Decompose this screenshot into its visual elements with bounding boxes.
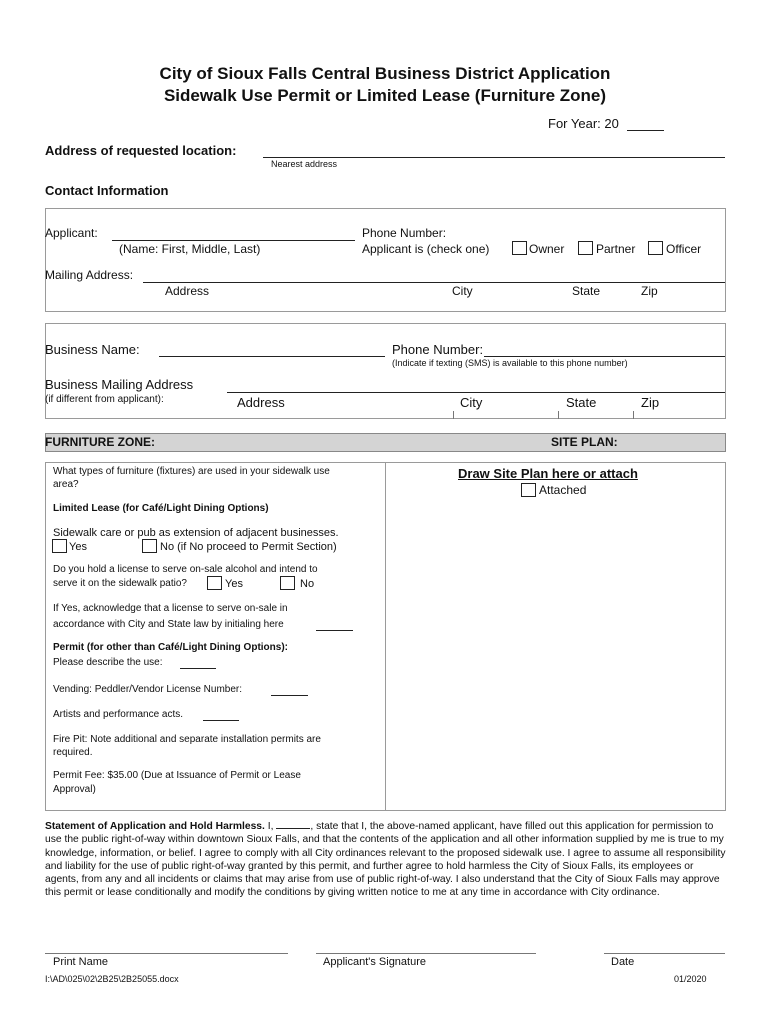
date-line[interactable] <box>604 953 725 954</box>
alcohol-question: Do you hold a license to serve on-sale alcohol and intend to <box>53 564 318 575</box>
business-mailing-label: Business Mailing Address <box>45 377 194 392</box>
field-divider <box>453 411 454 419</box>
form-title-line2: Sidewalk Use Permit or Limited Lease (Furniture Zone) <box>163 86 607 105</box>
statement-lead: I, <box>264 821 277 832</box>
artists-field[interactable] <box>203 720 239 721</box>
statement-heading: Statement of Application and Hold Harmless. <box>45 821 265 832</box>
address-location-field[interactable] <box>263 157 725 158</box>
vending-license-field[interactable] <box>271 695 308 696</box>
alcohol-yes-checkbox[interactable] <box>207 576 222 590</box>
business-phone-label: Phone Number: <box>392 342 484 357</box>
statement-name-field[interactable] <box>276 820 310 829</box>
business-phone-field[interactable] <box>484 356 725 357</box>
furniture-types-question-cont: area? <box>53 479 79 490</box>
business-city-hint: City <box>460 395 483 410</box>
sidewalk-care-yes-label: Yes <box>69 541 87 553</box>
vending-label: Vending: Peddler/Vendor License Number: <box>53 684 243 695</box>
phone-label: Phone Number: <box>362 226 447 240</box>
owner-checkbox[interactable] <box>512 241 527 255</box>
alcohol-yes-label: Yes <box>225 578 243 590</box>
limited-lease-heading: Limited Lease (for Café/Light Dining Options) <box>53 503 269 514</box>
attached-label: Attached <box>539 483 587 497</box>
permit-heading: Permit (for other than Café/Light Dining Options): <box>53 642 288 653</box>
field-divider <box>633 411 634 419</box>
site-plan-box[interactable] <box>385 462 726 811</box>
print-name-label: Print Name <box>53 956 109 968</box>
mailing-city-hint: City <box>452 284 473 298</box>
attached-checkbox[interactable] <box>521 483 536 497</box>
date-label: Date <box>611 956 635 968</box>
mailing-address-field[interactable] <box>143 282 725 283</box>
sidewalk-care-no-label: No (if No proceed to Permit Section) <box>160 541 337 553</box>
business-address-hint: Address <box>237 395 285 410</box>
sms-hint: (Indicate if texting (SMS) is available to this phone number) <box>392 358 628 368</box>
furniture-types-question: What types of furniture (fixtures) are used in your sidewalk use <box>53 466 330 477</box>
mailing-zip-hint: Zip <box>641 284 658 298</box>
statement-body: , state that I, the above-named applicant, have filled out this application for permission to use the public right-of-way within downtown Sioux Falls, and that the contents of the application and all other information supplied by me is true to my knowledge, information, or belief. I agree to comply with all City ordinances relevant to the proposed sidewalk use. I agree to assume all responsibility and liability for the use of public right-of-way granted by this permit, and further agree to hold harmless the City of Sioux Falls, its employees or agents, from any and all incidents or claims that may arise from use of public right-of-way. I also understand that the City of Sioux Falls may approve this permit or lease conditionally and modify the conditions by giving written notice to me at any time in accordance with City ordinance. <box>45 821 726 899</box>
form-version: 01/2020 <box>674 974 707 984</box>
permit-fee-text: Permit Fee: $35.00 (Due at Issuance of Permit or Lease <box>53 770 301 781</box>
alcohol-no-label: No <box>300 578 315 590</box>
sidewalk-care-yes-checkbox[interactable] <box>52 539 67 553</box>
describe-use-field[interactable] <box>180 668 216 669</box>
business-zip-hint: Zip <box>641 395 660 410</box>
field-divider <box>558 411 559 419</box>
owner-label: Owner <box>529 242 565 256</box>
mailing-state-hint: State <box>572 284 601 298</box>
acknowledge-text: If Yes, acknowledge that a license to serve on-sale in <box>53 603 288 614</box>
contact-box <box>45 208 726 312</box>
form-title-line1: City of Sioux Falls Central Business District Application <box>159 64 611 83</box>
for-year-field[interactable] <box>627 130 664 131</box>
print-name-line[interactable] <box>45 953 288 954</box>
partner-checkbox[interactable] <box>578 241 593 255</box>
alcohol-question-cont: serve it on the sidewalk patio? <box>53 578 187 589</box>
signature-label: Applicant's Signature <box>323 956 426 968</box>
partner-label: Partner <box>596 242 636 256</box>
name-hint: (Name: First, Middle, Last) <box>119 242 261 256</box>
for-year-label: For Year: 20 <box>548 116 619 131</box>
business-name-field[interactable] <box>159 356 385 357</box>
fire-pit-note-cont: required. <box>53 747 93 758</box>
officer-label: Officer <box>666 242 702 256</box>
mailing-address-hint: Address <box>165 284 210 298</box>
contact-heading: Contact Information <box>45 183 169 198</box>
applicant-label: Applicant: <box>45 226 98 240</box>
artists-label: Artists and performance acts. <box>53 709 184 720</box>
officer-checkbox[interactable] <box>648 241 663 255</box>
furniture-zone-box <box>45 462 386 811</box>
mailing-address-label: Mailing Address: <box>45 268 134 282</box>
site-plan-heading: SITE PLAN: <box>551 435 618 449</box>
business-mailing-field[interactable] <box>227 392 725 393</box>
initials-field[interactable] <box>316 630 353 631</box>
describe-use-label: Please describe the use: <box>53 657 163 668</box>
applicant-name-field[interactable] <box>112 240 355 241</box>
sidewalk-care-question: Sidewalk care or pub as extension of adjacent businesses. <box>53 527 339 539</box>
statement-paragraph <box>45 820 726 900</box>
nearest-address-hint: Nearest address <box>271 159 338 169</box>
business-name-label: Business Name: <box>45 342 140 357</box>
signature-line[interactable] <box>316 953 536 954</box>
business-state-hint: State <box>566 395 597 410</box>
draw-site-plan-label: Draw Site Plan here or attach <box>458 466 638 481</box>
acknowledge-text-cont: accordance with City and State law by initialing here <box>53 619 284 630</box>
furniture-zone-heading: FURNITURE ZONE: <box>45 435 155 449</box>
permit-fee-text-cont: Approval) <box>53 784 96 795</box>
fire-pit-note: Fire Pit: Note additional and separate installation permits are <box>53 734 321 745</box>
sidewalk-care-no-checkbox[interactable] <box>142 539 157 553</box>
applicant-is-label: Applicant is (check one) <box>362 242 490 256</box>
business-mailing-hint: (if different from applicant): <box>45 394 164 405</box>
file-path: I:\AD\025\02\2B25\2B25055.docx <box>45 974 179 984</box>
address-location-label: Address of requested location: <box>45 143 237 158</box>
alcohol-no-checkbox[interactable] <box>280 576 295 590</box>
